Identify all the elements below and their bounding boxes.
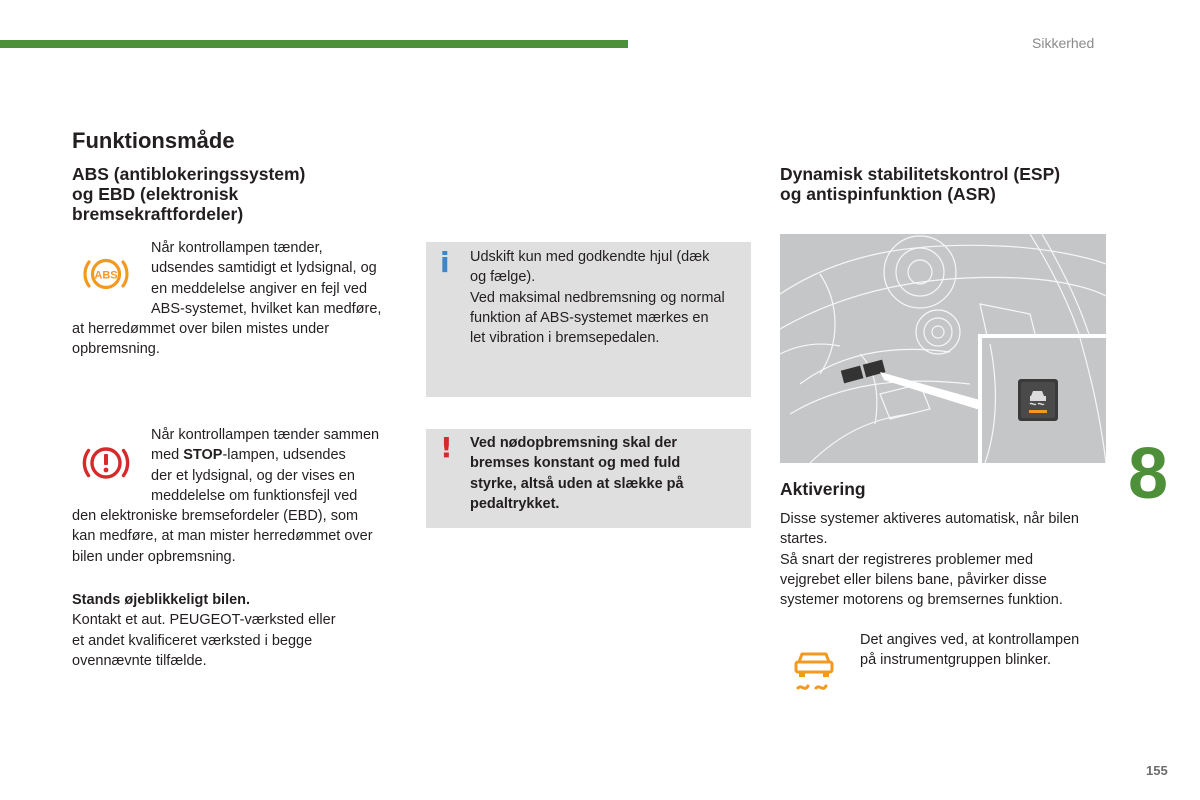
header-accent-bar <box>0 40 628 48</box>
page-number: 155 <box>1146 763 1168 778</box>
text-line: styrke, altså uden at slække på <box>470 475 684 492</box>
text-line: en meddelelse angiver en fejl ved <box>151 280 368 297</box>
text-line: bilen under opbremsning. <box>72 548 236 565</box>
text-line: meddelelse om funktionsfejl ved <box>151 487 358 504</box>
activation-section-title: Aktivering <box>780 479 866 499</box>
text-line: at herredømmet over bilen mistes under <box>72 321 330 338</box>
text-line: Så snart der registreres problemer med <box>780 551 1034 568</box>
text-line: ovennævnte tilfælde. <box>72 652 207 669</box>
text-line: systemer motorens og bremsernes funktion. <box>780 592 1063 609</box>
abs-paragraph <box>72 238 402 360</box>
text-line: startes. <box>780 531 828 548</box>
warning-icon: ! <box>440 431 453 464</box>
text-line: vejgrebet eller bilens bane, påvirker disse <box>780 571 1047 588</box>
abs-title-line: og EBD (elektronisk <box>72 184 239 204</box>
text-line: Kontakt et aut. PEUGEOT-værksted eller <box>72 612 336 629</box>
info-box <box>426 242 751 397</box>
text-line: den elektroniske bremsefordeler (EBD), som <box>72 508 359 525</box>
text-line: og fælge). <box>470 269 536 286</box>
text-line: bremses konstant og med fuld <box>470 455 681 472</box>
text-line: Ved maksimal nedbremsning og normal <box>470 289 725 306</box>
esp-title-line: og antispinfunktion (ASR) <box>780 184 996 204</box>
text-line: funktion af ABS-systemet mærkes en <box>470 309 709 326</box>
esp-button-illustration <box>780 234 1106 463</box>
chapter-number: 8 <box>1128 434 1169 514</box>
warning-box <box>426 429 751 528</box>
esp-title-line: Dynamisk stabilitetskontrol (ESP) <box>780 164 1061 184</box>
text-line: med STOP-lampen, udsendes <box>151 447 346 464</box>
text-line: udsendes samtidigt et lydsignal, og <box>151 260 377 277</box>
section-label: Sikkerhed <box>1032 35 1095 51</box>
text-line: på instrumentgruppen blinker. <box>860 652 1052 669</box>
info-icon: i <box>440 246 450 279</box>
stop-vehicle-instruction: Stands øjeblikkeligt bilen. <box>72 592 251 608</box>
ebd-paragraph <box>72 425 402 567</box>
text-line: pedaltrykket. <box>470 495 560 512</box>
info-box-text <box>470 247 742 348</box>
page-title: Funktionsmåde <box>72 128 235 153</box>
text-line: ABS-systemet, hvilket kan medføre, <box>151 300 382 317</box>
text-line: Disse systemer aktiveres automatisk, når bilen <box>780 511 1079 527</box>
stop-lamp-label: STOP <box>183 447 223 464</box>
indicator-paragraph <box>860 630 1120 671</box>
text-line: let vibration i bremsepedalen. <box>470 330 660 347</box>
activation-paragraph <box>780 509 1110 610</box>
abs-title-line: ABS (antiblokeringssystem) <box>72 164 306 184</box>
abs-title-line: bremsekraftfordeler) <box>72 204 244 224</box>
text-line: Ved nødopbremsning skal der <box>470 435 678 451</box>
stop-vehicle-paragraph <box>72 590 402 671</box>
text-line: Det angives ved, at kontrollampen <box>860 632 1080 648</box>
warning-box-text <box>470 433 742 514</box>
abs-icon-label: ABS <box>94 269 118 282</box>
text-line: Udskift kun med godkendte hjul (dæk <box>470 249 710 265</box>
abs-section-title <box>72 164 392 224</box>
text-line: kan medføre, at man mister herredømmet over <box>72 528 373 545</box>
text-line: opbremsning. <box>72 341 160 358</box>
esp-section-title <box>780 164 1140 204</box>
text-line: Når kontrollampen tænder sammen <box>151 427 380 443</box>
esp-skid-icon <box>790 646 838 694</box>
text-line: der et lydsignal, og der vises en <box>151 467 355 484</box>
text-line: Når kontrollampen tænder, <box>151 240 323 256</box>
text-line: et andet kvalificeret værksted i begge <box>72 632 313 649</box>
